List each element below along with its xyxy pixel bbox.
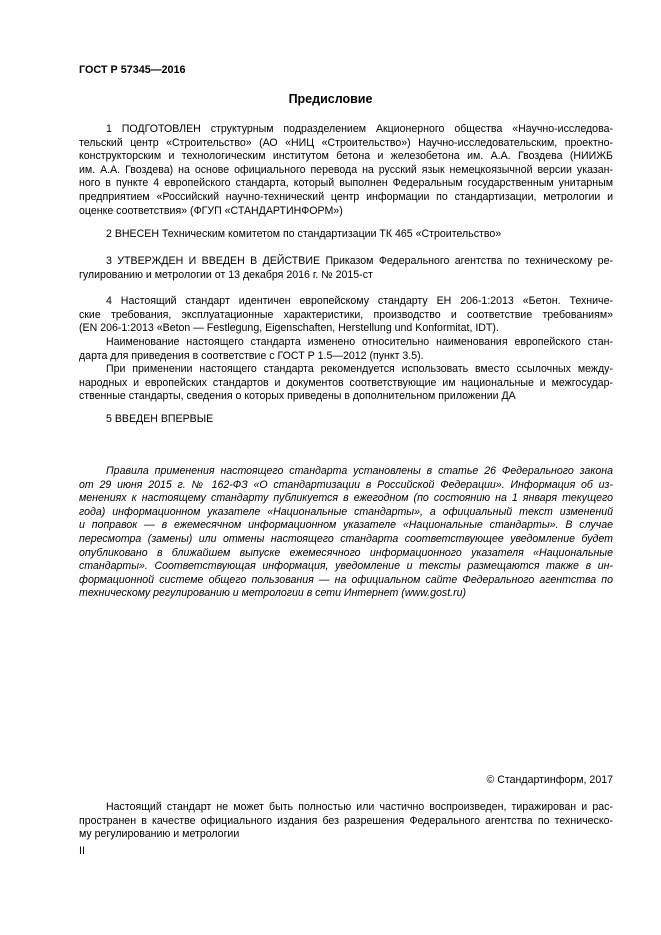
paragraph-application (79, 363, 613, 404)
text-line: 3 УТВЕРЖДЕН И ВВЕДЕН В ДЕЙСТВИЕ Приказом Федерального агентства по техническому ре- (106, 255, 613, 267)
text-line: народных и европейских стандартов и документов соответствующие им национальные и межгосудар- (79, 376, 613, 389)
text-line: гулированию и метрологии от 13 декабря 2016 г. № 2015-ст (79, 268, 373, 281)
paragraph-name-changed (79, 336, 613, 363)
text-line: 5 ВВЕДЕН ВПЕРВЫЕ (106, 413, 214, 425)
paragraph-first-introduced (79, 413, 613, 427)
text-line: Правила применения настоящего стандарта установлены в статье 26 Федерального закона (106, 465, 613, 477)
paragraph-submitted-by (79, 228, 613, 242)
text-line: ственные стандарты, сведения о которых приведены в дополнительном приложении ДА (79, 390, 516, 403)
text-line: от 29 июня 2015 г. № 162-ФЗ «О стандартизации в Российской Федерации». Информация об из- (79, 478, 613, 491)
text-line: и поправок — в ежемесячном информационном указателе «Национальные стандарты». В случае (79, 519, 613, 532)
text-line: года) информационном указателе «Национальные стандарты», а официальный текст изменений (79, 505, 613, 518)
text-line: формационной системе общего пользования — на официальном сайте Федерального агентства по (79, 573, 613, 586)
page-number: II (79, 845, 85, 857)
text-line: дарта для приведения в соответствие с ГОСТ Р 1.5—2012 (пункт 3.5). (79, 349, 424, 362)
document-designation: ГОСТ Р 57345—2016 (79, 64, 186, 76)
text-line: менениях к настоящему стандарту публикуется в ежегодном (по состоянию на 1 января текущего (79, 492, 613, 505)
text-line: тельский центр «Строительство» (АО «НИЦ «Строительство») Научно-исследовательским, проектно- (79, 136, 613, 149)
notice-block (79, 465, 613, 601)
text-line: опубликовано в ближайшем выпуске ежемесячного информационного указателя «Национальные (79, 546, 613, 559)
text-line: предприятием «Российский научно-технический центр информации по стандартизации, метрологии и (79, 190, 613, 203)
paragraph-identical-standard (79, 295, 613, 336)
text-line: Наименование настоящего стандарта изменено относительно наименования европейского стан- (106, 336, 613, 348)
text-line: им. А.А. Гвоздева) на основе официального перевода на русский язык немецкоязычной версии указан- (79, 163, 613, 176)
text-line: стандарты». Соответствующая информация, уведомление и тексты размещаются также в ин- (79, 560, 613, 573)
text-line: му регулированию и метрологии (79, 828, 240, 841)
text-line: ного в пункте 4 европейского стандарта, который выполнен Федеральным государственным унитарным (79, 177, 613, 190)
text-line: 4 Настоящий стандарт идентичен европейскому стандарту ЕН 206-1:2013 «Бетон. Техниче- (106, 295, 613, 307)
text-line: Настоящий стандарт не может быть полностью или частично воспроизведен, тиражирован и рас- (106, 801, 613, 813)
section-title: Предисловие (288, 92, 373, 106)
text-line: 2 ВНЕСЕН Техническим комитетом по стандартизации ТК 465 «Строительство» (106, 228, 502, 240)
paragraph-prepared-by (79, 123, 613, 218)
text-line: техническому регулированию и метрологии в сети Интернет (www.gost.ru) (79, 587, 467, 600)
paragraph-approved (79, 255, 613, 282)
reproduction-notice (79, 801, 613, 842)
copyright-notice: © Стандартинформ, 2017 (486, 774, 613, 786)
text-line: пересмотра (замены) или отмены настоящего стандарта соответствующее уведомление будет (79, 532, 613, 545)
text-line: 1 ПОДГОТОВЛЕН структурным подразделением Акционерного общества «Научно-исследова- (106, 123, 613, 135)
text-line: При применении настоящего стандарта рекомендуется использовать вместо ссылочных между- (106, 363, 613, 375)
text-line: ские требования, эксплуатационные характеристики, производство и соответствие требованиям» (79, 308, 613, 321)
text-line: оценке соответствия» (ФГУП «СТАНДАРТИНФОРМ») (79, 204, 343, 217)
text-line: пространен в качестве официального издания без разрешения Федерального агентства по техническо- (79, 814, 613, 827)
text-line: (EN 206-1:2013 «Beton — Festlegung, Eigenschaften, Herstellung und Konformitat, IDT). (79, 322, 499, 335)
text-line: конструкторским и технологическим институтом бетона и железобетона им. А.А. Гвоздева (НИИЖБ (79, 150, 613, 163)
